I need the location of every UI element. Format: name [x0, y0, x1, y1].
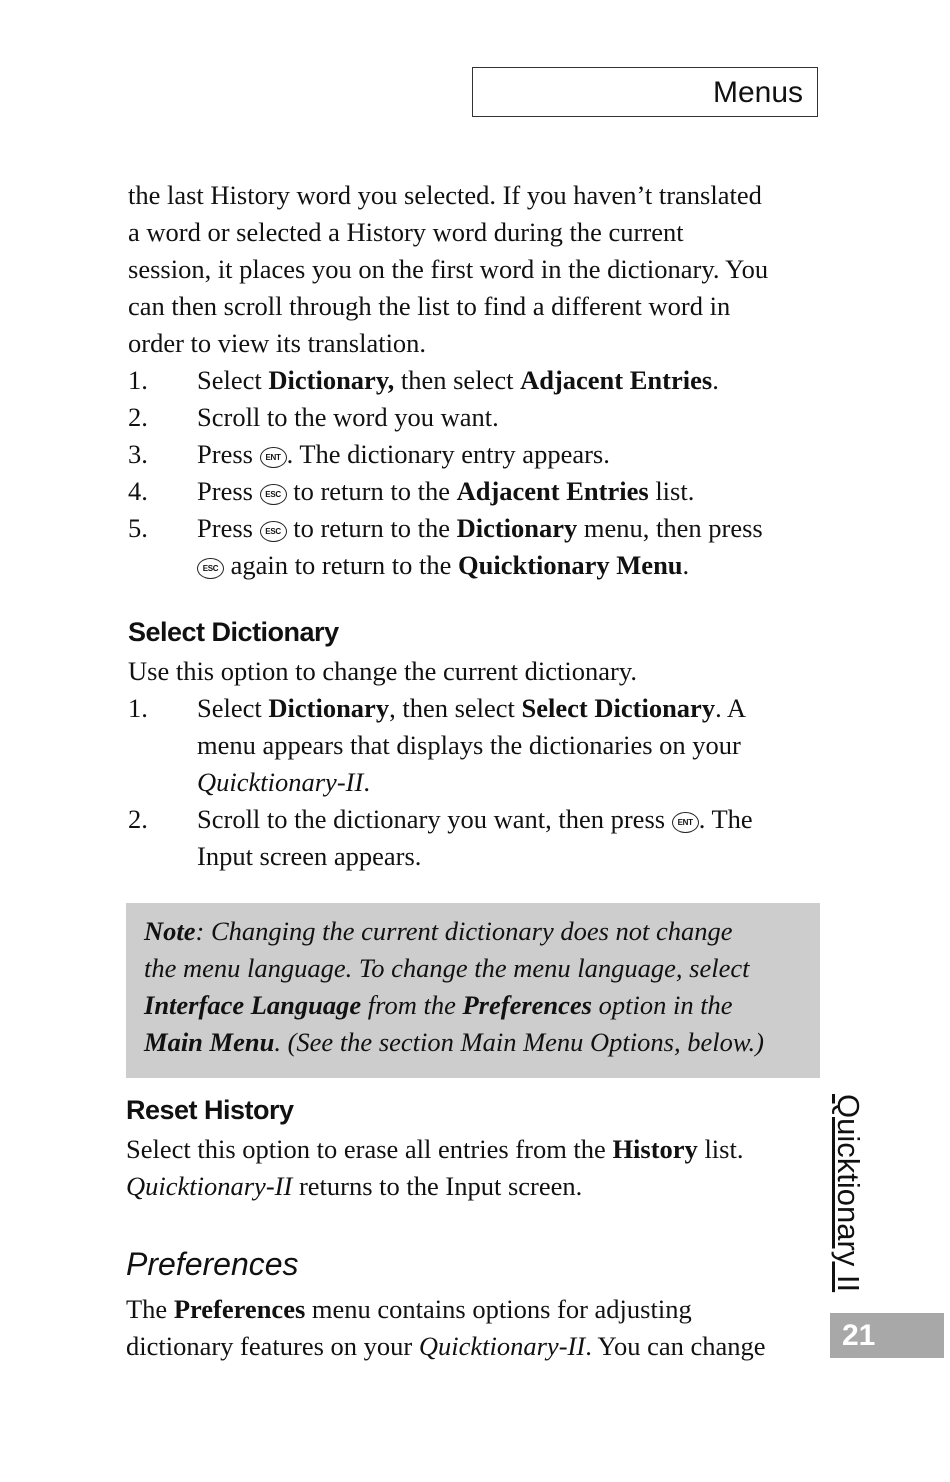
menu-term: Preferences	[462, 990, 592, 1020]
body-text: Select this option to erase all entries from the	[126, 1134, 613, 1164]
sd-step-1-line-3	[197, 764, 370, 801]
escape-key-icon: ESC	[197, 558, 224, 579]
menu-term: Dictionary	[456, 513, 578, 543]
step-text: .	[682, 550, 690, 580]
body-text: dictionary features on your	[126, 1331, 419, 1361]
sd-step-2-line-2: Input screen appears.	[197, 841, 422, 871]
menu-term: Dictionary	[268, 693, 390, 723]
menu-term: History	[612, 1134, 698, 1164]
note-label: Note	[144, 916, 196, 946]
step-text: menu, then press	[577, 513, 763, 543]
note-line-1	[144, 913, 733, 950]
step-number: 5.	[128, 513, 148, 543]
escape-key-icon: ESC	[260, 484, 287, 505]
escape-key-icon: ESC	[260, 521, 287, 542]
step-number: 1.	[128, 365, 148, 395]
intro-line-2: a word or selected a History word during the current	[128, 217, 684, 247]
step-text: Scroll to the dictionary you want, then press	[197, 804, 672, 834]
intro-line-4: can then scroll through the list to find a different word in	[128, 291, 731, 321]
select-dictionary-desc: Use this option to change the current dictionary.	[128, 656, 637, 686]
product-name: Quicktionary-II	[197, 767, 364, 797]
step-text: , then select	[389, 693, 522, 723]
step-2-text: Scroll to the word you want.	[197, 402, 499, 432]
menu-term: Select Dictionary	[521, 693, 716, 723]
step-text: Select	[197, 365, 269, 395]
intro-line-1: the last History word you selected. If you haven’t translated	[128, 180, 762, 210]
enter-key-icon: ENT	[260, 447, 287, 468]
preferences-line-1	[126, 1291, 692, 1328]
step-text: . The	[698, 804, 753, 834]
step-text: Press	[197, 439, 260, 469]
enter-key-icon: ENT	[672, 812, 699, 833]
step-text: Press	[197, 476, 260, 506]
step-1-text	[197, 362, 719, 399]
step-number: 1.	[128, 693, 148, 723]
body-text: returns to the Input screen.	[292, 1171, 583, 1201]
body-text: menu contains options for adjusting	[305, 1294, 692, 1324]
step-text: . A	[715, 693, 747, 723]
menu-term: Quicktionary Menu	[458, 550, 683, 580]
sd-step-2-text	[197, 801, 753, 838]
note-text: option in the	[591, 990, 733, 1020]
step-number: 2.	[128, 804, 148, 834]
reset-history-heading: Reset History	[126, 1095, 294, 1125]
note-line-4	[144, 1024, 764, 1061]
step-text: Select	[197, 693, 269, 723]
preferences-heading: Preferences	[126, 1246, 299, 1282]
note-line-3	[144, 987, 733, 1024]
page-number: 21	[830, 1313, 944, 1358]
body-text: . You can change	[585, 1331, 766, 1361]
step-number: 3.	[128, 439, 148, 469]
step-text: . The dictionary entry appears.	[286, 439, 610, 469]
step-text: again to return to the	[224, 550, 459, 580]
note-text: : Changing the current dictionary does not change	[195, 916, 733, 946]
step-5-text-cont	[197, 547, 689, 584]
note-line-2: the menu language. To change the menu language, select	[144, 953, 750, 983]
step-5-text	[197, 510, 763, 547]
step-text: .	[363, 767, 370, 797]
select-dictionary-heading: Select Dictionary	[128, 617, 339, 647]
step-number: 2.	[128, 402, 148, 432]
reset-history-line-2	[126, 1168, 582, 1205]
menu-term: Dictionary,	[268, 365, 395, 395]
sd-step-1-text	[197, 690, 746, 727]
step-3-text	[197, 436, 610, 473]
side-tab-text: Quicktionary II	[831, 1094, 866, 1293]
intro-line-5: order to view its translation.	[128, 328, 427, 358]
note-text: . (See the section Main Menu Options, below.)	[274, 1027, 764, 1057]
reset-history-line-1	[126, 1131, 743, 1168]
sd-step-1-line-2: menu appears that displays the dictionaries on your	[197, 730, 741, 760]
preferences-line-2	[126, 1328, 766, 1365]
side-tab-label	[823, 1094, 873, 1299]
body-text: The	[126, 1294, 174, 1324]
step-number: 4.	[128, 476, 148, 506]
step-text: then select	[394, 365, 521, 395]
menu-term: Adjacent Entries	[520, 365, 713, 395]
product-name: Quicktionary-II	[418, 1331, 586, 1361]
intro-line-3: session, it places you on the first word in the dictionary. You	[128, 254, 769, 284]
menu-term: Main Menu	[144, 1027, 275, 1057]
note-text: from the	[361, 990, 463, 1020]
product-name: Quicktionary-II	[126, 1171, 293, 1201]
step-text: list.	[648, 476, 695, 506]
step-text: .	[712, 365, 719, 395]
section-title: Menus	[712, 76, 803, 109]
body-text: list.	[697, 1134, 744, 1164]
step-text: Press	[197, 513, 260, 543]
step-4-text	[197, 473, 694, 510]
section-header	[472, 67, 818, 117]
menu-term: Interface Language	[144, 990, 362, 1020]
step-text: to return to the	[286, 513, 457, 543]
step-text: to return to the	[286, 476, 457, 506]
menu-term: Preferences	[173, 1294, 306, 1324]
menu-term: Adjacent Entries	[456, 476, 649, 506]
